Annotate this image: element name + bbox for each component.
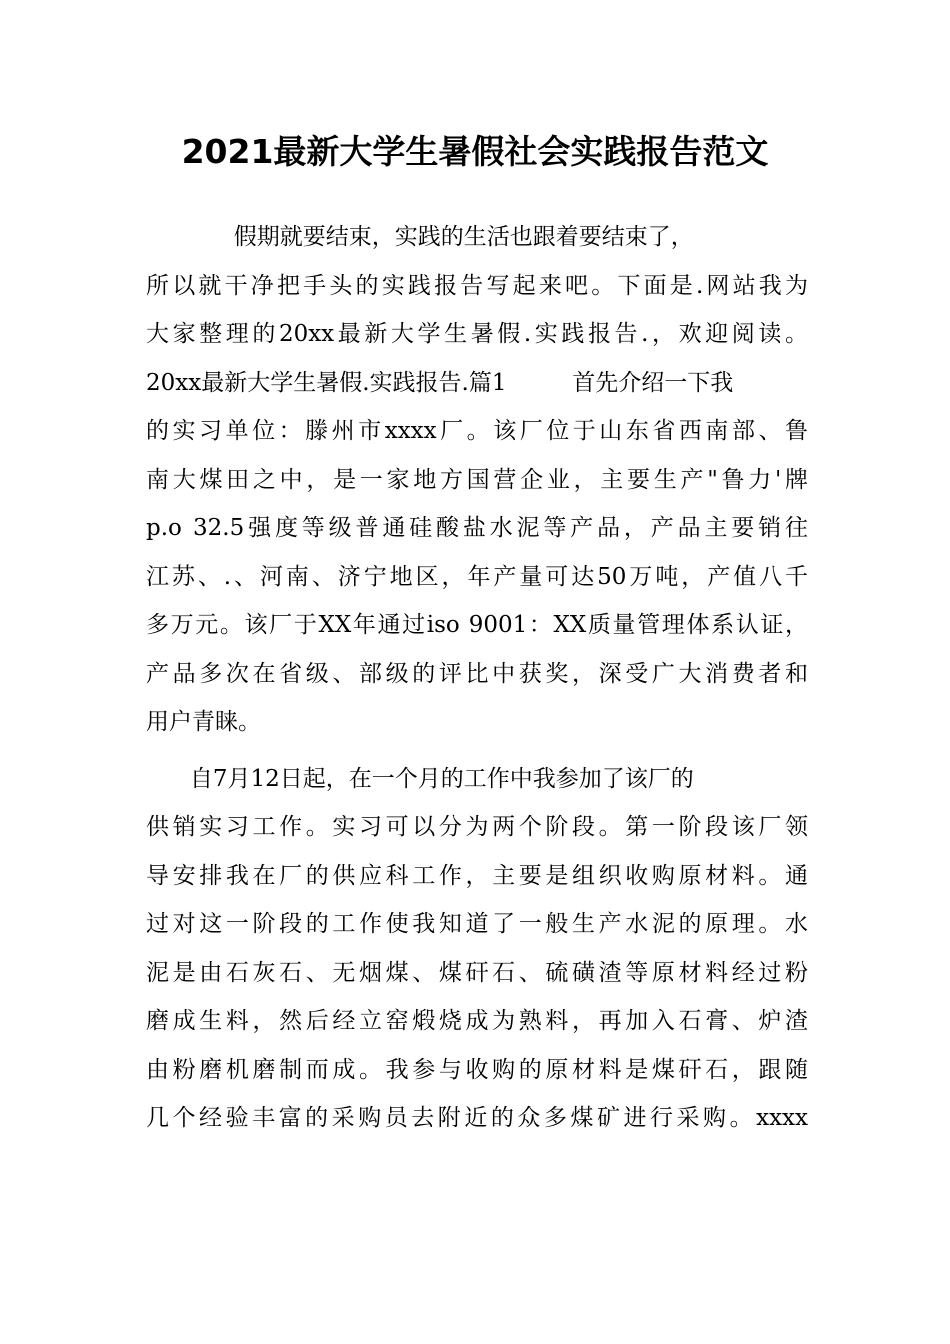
text-line: 用户青睐。 bbox=[146, 709, 261, 735]
text-line: p.o 32.5强度等级普通硅酸盐水泥等产品，产品主要销往 bbox=[146, 515, 808, 541]
text-line: 多万元。该厂于XX年通过iso 9001：XX质量管理体系认证， bbox=[146, 612, 808, 638]
paragraph-intro bbox=[146, 213, 808, 747]
text-line: 导安排我在厂的供应科工作，主要是组织收购原材料。通 bbox=[146, 862, 808, 889]
paragraph-internship bbox=[146, 755, 808, 1143]
text-line: 所以就干净把手头的实践报告写起来吧。下面是.网站我为 bbox=[146, 272, 808, 299]
text-line: 供销实习工作。实习可以分为两个阶段。第一阶段该厂领 bbox=[146, 814, 808, 840]
text-line: 几个经验丰富的采购员去附近的众多煤矿进行采购。xxxx bbox=[146, 1105, 808, 1131]
text-line: 泥是由石灰石、无烟煤、煤矸石、硫磺渣等原材料经过粉 bbox=[146, 959, 808, 986]
text-line: 自7月12日起，在一个月的工作中我参加了该厂的 bbox=[146, 765, 694, 792]
document-body bbox=[146, 213, 808, 1143]
document-title: 2021最新大学生暑假社会实践报告范文 bbox=[181, 132, 769, 171]
text-line: 产品多次在省级、部级的评比中获奖，深受广大消费者和 bbox=[146, 660, 808, 687]
text-line: 南大煤田之中，是一家地方国营企业，主要生产"鲁力'牌 bbox=[146, 466, 808, 493]
paragraph-spacer bbox=[146, 747, 808, 755]
text-line: 江苏、.、河南、济宁地区，年产量可达50万吨，产值八千 bbox=[146, 563, 808, 590]
text-line: 假期就要结束，实践的生活也跟着要结束了， bbox=[146, 224, 694, 250]
text-line: 的实习单位：滕州市xxxx厂。该厂位于山东省西南部、鲁 bbox=[146, 418, 808, 444]
text-line: 由粉磨机磨制而成。我参与收购的原材料是煤矸石，跟随 bbox=[146, 1056, 808, 1083]
text-line: 磨成生料，然后经立窑煅烧成为熟料，再加入石膏、炉渣 bbox=[146, 1008, 808, 1034]
text-line: 大家整理的20xx最新大学生暑假.实践报告.，欢迎阅读。 bbox=[146, 321, 808, 347]
text-line: 20xx最新大学生暑假.实践报告.篇1 首先介绍一下我 bbox=[146, 369, 734, 396]
text-line: 过对这一阶段的工作使我知道了一般生产水泥的原理。水 bbox=[146, 911, 808, 937]
